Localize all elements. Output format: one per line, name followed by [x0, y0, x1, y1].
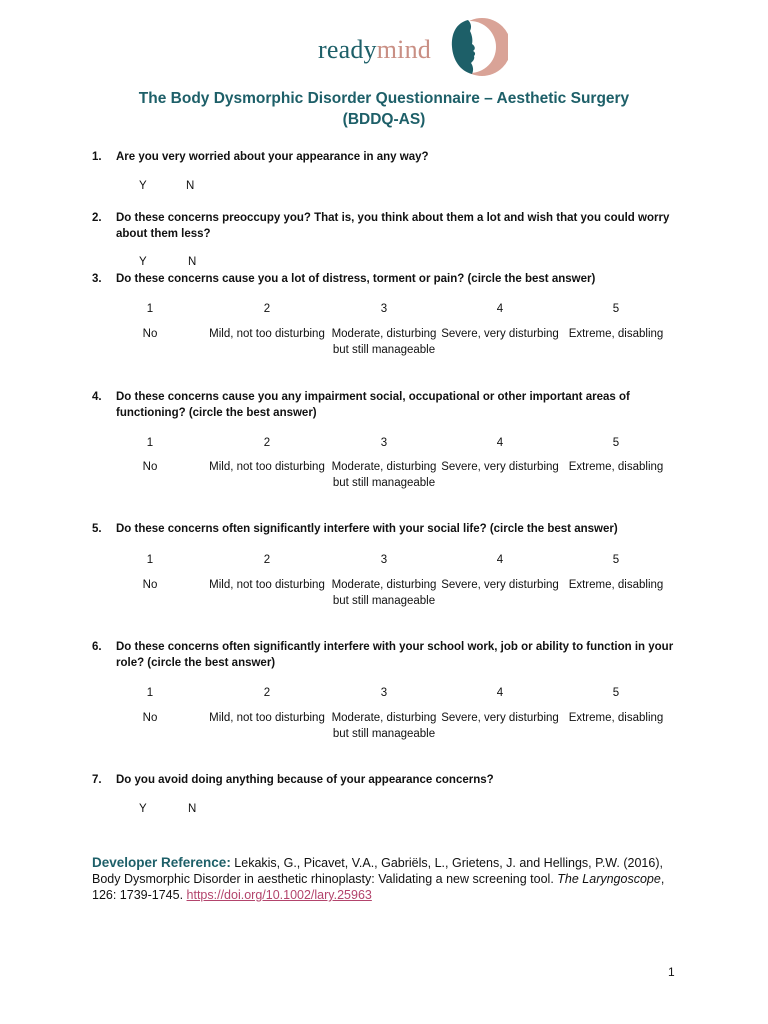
scale-option-3[interactable]: 3: [380, 437, 388, 449]
scale-option-5[interactable]: 5: [612, 687, 620, 699]
scale-label: Severe, very disturbing: [441, 579, 559, 591]
scale-label: Extreme, disabling: [568, 328, 664, 340]
scale-label: Severe, very disturbing: [441, 328, 559, 340]
scale-label: Mild, not too disturbing: [209, 461, 325, 473]
scale-option-4[interactable]: 4: [496, 687, 504, 699]
scale-label: Severe, very disturbing: [441, 461, 559, 473]
scale-option-1[interactable]: 1: [146, 303, 154, 315]
answer-no[interactable]: N: [188, 256, 197, 268]
answer-yes[interactable]: Y: [139, 256, 147, 268]
scale-label: No: [142, 712, 158, 724]
scale-option-2[interactable]: 2: [263, 554, 271, 566]
scale-label: Moderate, disturbing but still manageable: [331, 712, 437, 740]
scale-option-2[interactable]: 2: [263, 687, 271, 699]
page-number: 1: [668, 965, 675, 979]
scale-label: Mild, not too disturbing: [209, 579, 325, 591]
scale-option-2[interactable]: 2: [263, 437, 271, 449]
developer-reference: [92, 855, 672, 903]
answer-no[interactable]: N: [186, 180, 195, 192]
scale-option-1[interactable]: 1: [146, 437, 154, 449]
reference-text: Lekakis, G., Picavet, V.A., Gabriëls, L., Grietens, J. and Hellings, P.W. (2016), Body Dysmorphic Disorder in aesthetic rhinoplasty: Validating a new screening tool.: [92, 856, 663, 886]
scale-option-4[interactable]: 4: [496, 554, 504, 566]
scale-label: Extreme, disabling: [568, 461, 664, 473]
scale-option-2[interactable]: 2: [263, 303, 271, 315]
scale-label: Mild, not too disturbing: [209, 712, 325, 724]
scale-label: No: [142, 579, 158, 591]
scale-option-4[interactable]: 4: [496, 303, 504, 315]
reference-journal: The Laryngoscope: [557, 872, 661, 886]
face-silhouette-icon: [446, 14, 508, 80]
scale-option-3[interactable]: 3: [380, 554, 388, 566]
scale-option-5[interactable]: 5: [612, 554, 620, 566]
scale-label: No: [142, 328, 158, 340]
page-title: The Body Dysmorphic Disorder Questionnaire – Aesthetic Surgery (BDDQ-AS): [138, 90, 630, 128]
scale-option-3[interactable]: 3: [380, 303, 388, 315]
scale-label: Mild, not too disturbing: [209, 328, 325, 340]
scale-label: Extreme, disabling: [568, 579, 664, 591]
reference-heading: Developer Reference:: [92, 855, 231, 870]
logo-wordmark: readymind: [318, 35, 431, 64]
answer-no[interactable]: N: [188, 803, 197, 815]
scale-label: Moderate, disturbing but still manageable: [331, 579, 437, 607]
scale-option-3[interactable]: 3: [380, 687, 388, 699]
scale-label: No: [142, 461, 158, 473]
scale-label: Extreme, disabling: [568, 712, 664, 724]
scale-option-4[interactable]: 4: [496, 437, 504, 449]
doi-link[interactable]: https://doi.org/10.1002/lary.25963: [186, 888, 372, 902]
scale-label: Moderate, disturbing but still manageable: [331, 461, 437, 489]
answer-yes[interactable]: Y: [139, 180, 147, 192]
scale-label: Severe, very disturbing: [441, 712, 559, 724]
scale-label: Moderate, disturbing but still manageable: [331, 328, 437, 356]
scale-option-1[interactable]: 1: [146, 687, 154, 699]
scale-option-1[interactable]: 1: [146, 554, 154, 566]
readymind-logo: [318, 14, 518, 84]
reference-tail: , 126: 1739-1745.: [92, 872, 665, 902]
scale-option-5[interactable]: 5: [612, 303, 620, 315]
answer-yes[interactable]: Y: [139, 803, 147, 815]
scale-option-5[interactable]: 5: [612, 437, 620, 449]
